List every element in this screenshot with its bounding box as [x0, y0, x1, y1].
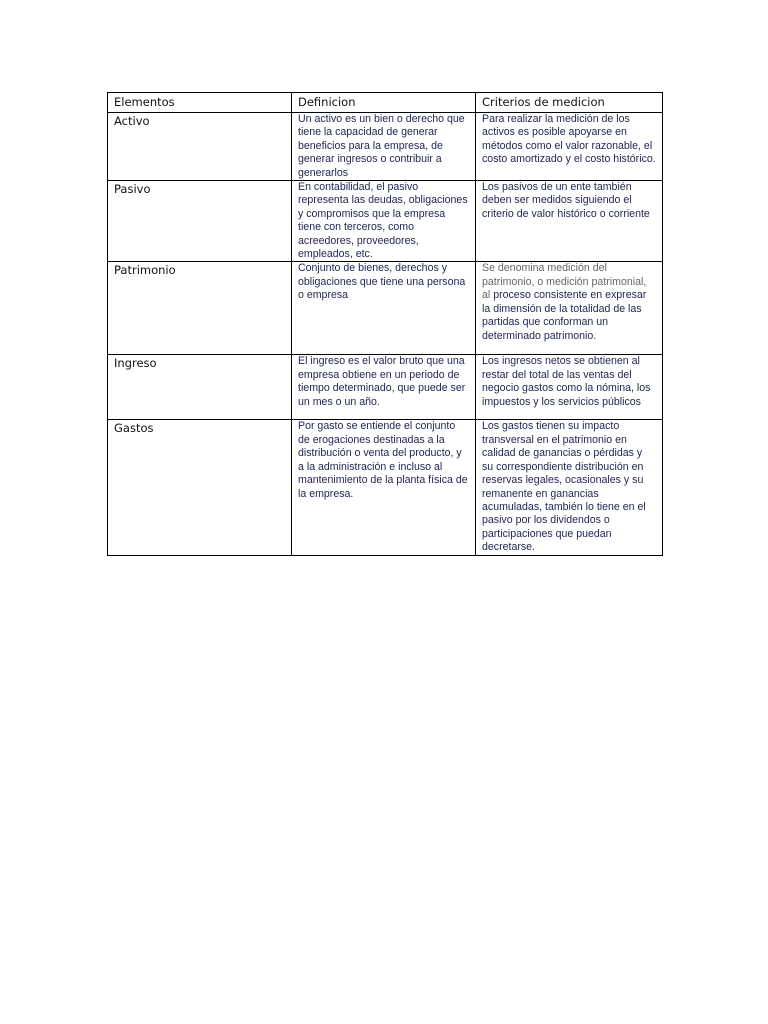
cell-elemento: Patrimonio — [108, 262, 292, 355]
header-elementos: Elementos — [108, 93, 292, 113]
cell-criterio: Para realizar la medición de los activos es posible apoyarse en métodos como el valor razonable, el costo amortizado y el costo histórico. — [476, 113, 663, 181]
elements-table — [107, 92, 663, 556]
table-row-gastos — [108, 420, 663, 555]
table-row-activo — [108, 113, 663, 181]
cell-criterio: Los gastos tienen su impacto transversal en el patrimonio en calidad de ganancias o pérdidas y su correspondiente distribución en reservas legales, ocasionales y su remanente en ganancias acumuladas, también lo tiene en el pasivo por los dividendos o participaciones que puedan decretarse. — [476, 420, 663, 555]
cell-criterio — [476, 262, 663, 355]
table-header-row — [108, 93, 663, 113]
header-criterios: Criterios de medicion — [476, 93, 663, 113]
cell-definicion: En contabilidad, el pasivo representa las deudas, obligaciones y compromisos que la empresa tiene con terceros, como acreedores, proveedores, empleados, etc. — [292, 181, 476, 262]
cell-criterio: Los ingresos netos se obtienen al restar del total de las ventas del negocio gastos como la nómina, los impuestos y los servicios públicos — [476, 355, 663, 420]
cell-definicion: El ingreso es el valor bruto que una empresa obtiene en un periodo de tiempo determinado, que puede ser un mes o un año. — [292, 355, 476, 420]
cell-elemento: Activo — [108, 113, 292, 181]
cell-definicion: Conjunto de bienes, derechos y obligaciones que tiene una persona o empresa — [292, 262, 476, 355]
cell-definicion: Un activo es un bien o derecho que tiene la capacidad de generar beneficios para la empresa, de generar ingresos o contribuir a generarlos — [292, 113, 476, 181]
cell-definicion: Por gasto se entiende el conjunto de erogaciones destinadas a la distribución o venta del producto, y a la administración e incluso al mantenimiento de la planta física de la empresa. — [292, 420, 476, 555]
criterio-grey-text: Se denomina medición del patrimonio, o medición patrimonial, al — [482, 262, 647, 302]
table-row-ingreso — [108, 355, 663, 420]
table-row-pasivo — [108, 181, 663, 262]
table-row-patrimonio — [108, 262, 663, 355]
cell-elemento: Gastos — [108, 420, 292, 555]
criterio-text: proceso consistente en expresar la dimensión de la totalidad de las partidas que conforman un determinado patrimonio. — [482, 289, 647, 342]
cell-elemento: Pasivo — [108, 181, 292, 262]
cell-elemento: Ingreso — [108, 355, 292, 420]
cell-criterio: Los pasivos de un ente también deben ser medidos siguiendo el criterio de valor histórico o corriente — [476, 181, 663, 262]
header-definicion: Definicion — [292, 93, 476, 113]
